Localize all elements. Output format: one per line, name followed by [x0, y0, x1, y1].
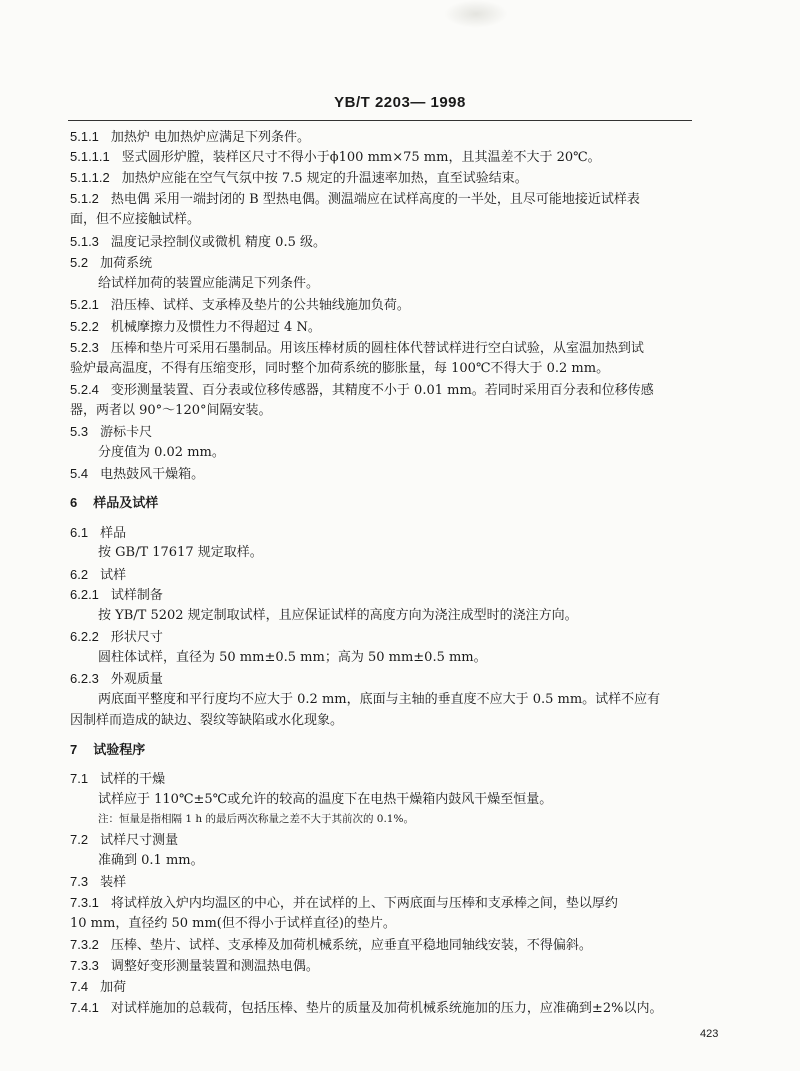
clause-line: 因制样而造成的缺边、裂纹等缺陷或水化现象。	[70, 713, 344, 728]
clause-line: 6.2.2 形状尺寸	[70, 629, 163, 645]
clause-line: 面，但不应接触试样。	[70, 212, 201, 227]
header-rule	[68, 120, 692, 121]
clause-line: 按 GB/T 17617 规定取样。	[98, 545, 263, 560]
clause-line: 5.1.1 加热炉 电加热炉应满足下列条件。	[70, 129, 311, 145]
clause-line: 6.1 样品	[70, 525, 127, 541]
clause-line: 按 YB/T 5202 规定制取试样，且应保证试样的高度方向为浇注成型时的浇注方向。	[98, 608, 578, 623]
section-heading: 7 试验程序	[70, 742, 146, 758]
clause-line: 5.2.1 沿压棒、试样、支承棒及垫片的公共轴线施加负荷。	[70, 297, 410, 313]
clause-line: 7.2 试样尺寸测量	[70, 832, 179, 848]
clause-line: 7.4 加荷	[70, 979, 127, 995]
clause-line: 给试样加荷的装置应能满足下列条件。	[98, 276, 320, 291]
clause-line: 6.2.3 外观质量	[70, 671, 163, 687]
clause-line: 试样应于 110℃±5℃或允许的较高的温度下在电热干燥箱内鼓风干燥至恒量。	[98, 792, 553, 807]
clause-line: 两底面平整度和平行度均不应大于 0.2 mm，底面与主轴的垂直度不应大于 0.5 mm。试样不应有	[98, 692, 661, 707]
clause-line: 7.3 装样	[70, 874, 127, 890]
clause-line: 6.2 试样	[70, 567, 127, 583]
scan-smudge	[444, 0, 508, 28]
clause-line: 5.1.1.2 加热炉应能在空气气氛中按 7.5 规定的升温速率加热，直至试验结束。	[70, 170, 528, 186]
page-header: YB/T 2203— 1998	[334, 94, 466, 111]
clause-line: 7.1 试样的干燥	[70, 771, 166, 787]
clause-line: 器，两者以 90°～120°间隔安装。	[70, 403, 272, 418]
clause-line: 5.2 加荷系统	[70, 255, 153, 271]
clause-line: 7.3.3 调整好变形测量装置和测温热电偶。	[70, 958, 319, 974]
clause-line: 5.2.4 变形测量装置、百分表或位移传感器，其精度不小于 0.01 mm。若同时采用百分表和位移传感	[70, 382, 654, 398]
clause-line: 10 mm，直径约 50 mm(但不得小于试样直径)的垫片。	[70, 916, 396, 931]
clause-line: 7.3.2 压棒、垫片、试样、支承棒及加荷机械系统，应垂直平稳地同轴线安装，不得偏斜。	[70, 937, 592, 953]
page-number: 423	[700, 1028, 719, 1040]
clause-line: 5.2.2 机械摩擦力及惯性力不得超过 4 N。	[70, 319, 321, 335]
clause-line: 5.2.3 压棒和垫片可采用石墨制品。用该压棒材质的圆柱体代替试样进行空白试验，从室温加热到试	[70, 340, 644, 356]
clause-line: 5.1.1.1 竖式圆形炉膛，装样区尺寸不得小于ϕ100 mm×75 mm，且其温差不大于 20℃。	[70, 149, 601, 165]
note-line: 注：恒量是指相隔 1 h 的最后两次称量之差不大于其前次的 0.1%。	[98, 813, 414, 825]
clause-line: 5.1.2 热电偶 采用一端封闭的 B 型热电偶。测温端应在试样高度的一半处，且尽可能地接近试样表	[70, 191, 640, 207]
clause-line: 验炉最高温度，不得有压缩变形，同时整个加荷系统的膨胀量，每 100℃不得大于 0.2 mm。	[70, 361, 610, 376]
clause-line: 6.2.1 试样制备	[70, 587, 163, 603]
clause-line: 7.4.1 对试样施加的总载荷，包括压棒、垫片的质量及加荷机械系统施加的压力，应准确到±2%以内。	[70, 1000, 663, 1016]
clause-line: 分度值为 0.02 mm。	[98, 445, 225, 460]
clause-line: 圆柱体试样，直径为 50 mm±0.5 mm；高为 50 mm±0.5 mm。	[98, 650, 487, 665]
clause-line: 5.3 游标卡尺	[70, 424, 153, 440]
clause-line: 准确到 0.1 mm。	[98, 853, 204, 868]
clause-line: 5.1.3 温度记录控制仪或微机 精度 0.5 级。	[70, 234, 326, 250]
clause-line: 5.4 电热鼓风干燥箱。	[70, 466, 205, 482]
clause-line: 7.3.1 将试样放入炉内均温区的中心，并在试样的上、下两底面与压棒和支承棒之间，垫以厚约	[70, 895, 618, 911]
section-heading: 6 样品及试样	[70, 495, 159, 511]
